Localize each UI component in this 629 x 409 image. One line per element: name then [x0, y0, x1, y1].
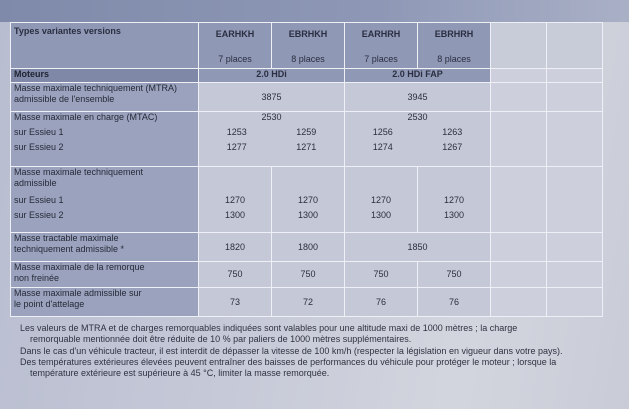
mtra-value: 3945 [407, 91, 428, 102]
moteurs-label: Moteurs [11, 69, 199, 83]
version-places: 8 places [291, 54, 325, 64]
mtra-value-b [345, 83, 491, 112]
version-code: EARHRH [361, 29, 401, 39]
essieu1-value: 1270 [370, 195, 392, 205]
mtra-label [11, 83, 199, 112]
note-line: Les valeurs de MTRA et de charges remorquables indiquées sont valables pour une altitude maxi de 1000 mètres ; la charge [20, 323, 518, 333]
version-places: 7 places [364, 54, 398, 64]
remorque-value: 750 [418, 262, 491, 288]
footnotes [20, 323, 620, 379]
version-col [272, 23, 345, 69]
mtadm-row [11, 167, 603, 233]
tractable-label-line: techniquement admissible * [14, 244, 125, 254]
essieu2-value: 1300 [224, 210, 246, 220]
mtadm-col [272, 167, 345, 233]
mtac-label [11, 112, 199, 167]
empty-cell [547, 112, 603, 167]
tractable-label-line: Masse tractable maximale [14, 233, 119, 243]
mtadm-col [418, 167, 491, 233]
essieu2-label: sur Essieu 2 [14, 142, 64, 152]
note-line: température extérieure est supérieure à 45 °C, limiter la masse remorquée. [30, 368, 330, 379]
mtadm-label [11, 167, 199, 233]
version-code: EBRHRH [434, 29, 474, 39]
specs-table [10, 22, 603, 317]
empty-cell [547, 288, 603, 317]
attelage-label-line: Masse maximale admissible sur [14, 288, 142, 298]
remorque-label-line: non freinée [14, 273, 60, 283]
mtadm-col [345, 167, 418, 233]
version-col [199, 23, 272, 69]
mtadm-label-line: Masse maximale techniquement [14, 167, 144, 177]
empty-cell [547, 262, 603, 288]
tractable-value: 1820 [199, 233, 272, 262]
mtra-label-line: Masse maximale techniquement (MTRA) [14, 83, 178, 93]
mtra-row [11, 83, 603, 112]
tractable-value: 1850 [345, 233, 491, 262]
essieu1-value: 1270 [224, 195, 246, 205]
remorque-label [11, 262, 199, 288]
essieu2-value: 1300 [297, 210, 319, 220]
empty-cell [547, 69, 603, 83]
empty-cell [491, 23, 547, 69]
tractable-label [11, 233, 199, 262]
version-col [418, 23, 491, 69]
note-line: Dans le cas d'un véhicule tracteur, il est interdit de dépasser la vitesse de 100 km/h (respecter la législation en vigueur dans votre pays). [20, 345, 563, 356]
essieu2-value: 1274 [372, 142, 393, 152]
attelage-value: 72 [272, 288, 345, 317]
essieu2-value: 1277 [226, 142, 247, 152]
version-places: 7 places [218, 54, 252, 64]
version-places: 8 places [437, 54, 471, 64]
essieu2-value: 1300 [370, 210, 392, 220]
attelage-label [11, 288, 199, 317]
mtra-value: 3875 [261, 91, 282, 102]
empty-cell [491, 167, 547, 233]
engine-a: 2.0 HDi [199, 69, 345, 83]
top-band [0, 0, 629, 22]
empty-cell [547, 23, 603, 69]
remorque-value: 750 [272, 262, 345, 288]
empty-cell [547, 233, 603, 262]
mtadm-label-line: admissible [14, 178, 57, 188]
mtadm-col [199, 167, 272, 233]
essieu2-value: 1267 [442, 142, 463, 152]
mtac-title: Masse maximale en charge (MTAC) [14, 112, 158, 122]
version-code: EBRHKH [288, 29, 328, 39]
empty-cell [491, 83, 547, 112]
empty-cell [547, 83, 603, 112]
essieu1-value: 1256 [372, 127, 393, 137]
essieu1-value: 1270 [443, 195, 465, 205]
attelage-value: 76 [345, 288, 418, 317]
essieu2-value: 1300 [443, 210, 465, 220]
mtac-group-a [199, 112, 345, 167]
essieu1-label: sur Essieu 1 [14, 127, 64, 137]
note-line: Des températures extérieures élevées peuvent entraîner des baisses de performances du véhicule pour protéger le moteur ; lorsque la [20, 356, 557, 367]
empty-cell [547, 167, 603, 233]
mtra-value-a [199, 83, 345, 112]
empty-cell [491, 69, 547, 83]
header-row [11, 23, 603, 69]
attelage-label-line: le point d'attelage [14, 299, 85, 309]
engine-b: 2.0 HDi FAP [345, 69, 491, 83]
remorque-value: 750 [345, 262, 418, 288]
empty-cell [491, 233, 547, 262]
tractable-row [11, 233, 603, 262]
essieu1-value: 1259 [296, 127, 317, 137]
types-title: Types variantes versions [11, 23, 199, 69]
mtac-value: 2530 [261, 112, 282, 122]
essieu1-value: 1270 [297, 195, 319, 205]
version-col [345, 23, 418, 69]
empty-cell [491, 112, 547, 167]
attelage-value: 76 [418, 288, 491, 317]
tractable-value: 1800 [272, 233, 345, 262]
mtac-group-b [345, 112, 491, 167]
essieu1-value: 1253 [226, 127, 247, 137]
mtac-row [11, 112, 603, 167]
empty-cell [491, 262, 547, 288]
note-line: remorquable mentionnée doit être réduite de 10 % par paliers de 1000 mètres supplémentaires. [30, 334, 412, 345]
remorque-label-line: Masse maximale de la remorque [14, 262, 145, 272]
mtac-value: 2530 [407, 112, 428, 122]
remorque-value: 750 [199, 262, 272, 288]
empty-cell [491, 288, 547, 317]
essieu2-label: sur Essieu 2 [14, 210, 64, 220]
remorque-row [11, 262, 603, 288]
essieu2-value: 1271 [296, 142, 317, 152]
moteurs-row [11, 69, 603, 83]
essieu1-label: sur Essieu 1 [14, 195, 64, 205]
essieu1-value: 1263 [442, 127, 463, 137]
mtra-label-line: admissible de l'ensemble [14, 94, 115, 104]
attelage-row [11, 288, 603, 317]
attelage-value: 73 [199, 288, 272, 317]
version-code: EARHKH [215, 29, 255, 39]
